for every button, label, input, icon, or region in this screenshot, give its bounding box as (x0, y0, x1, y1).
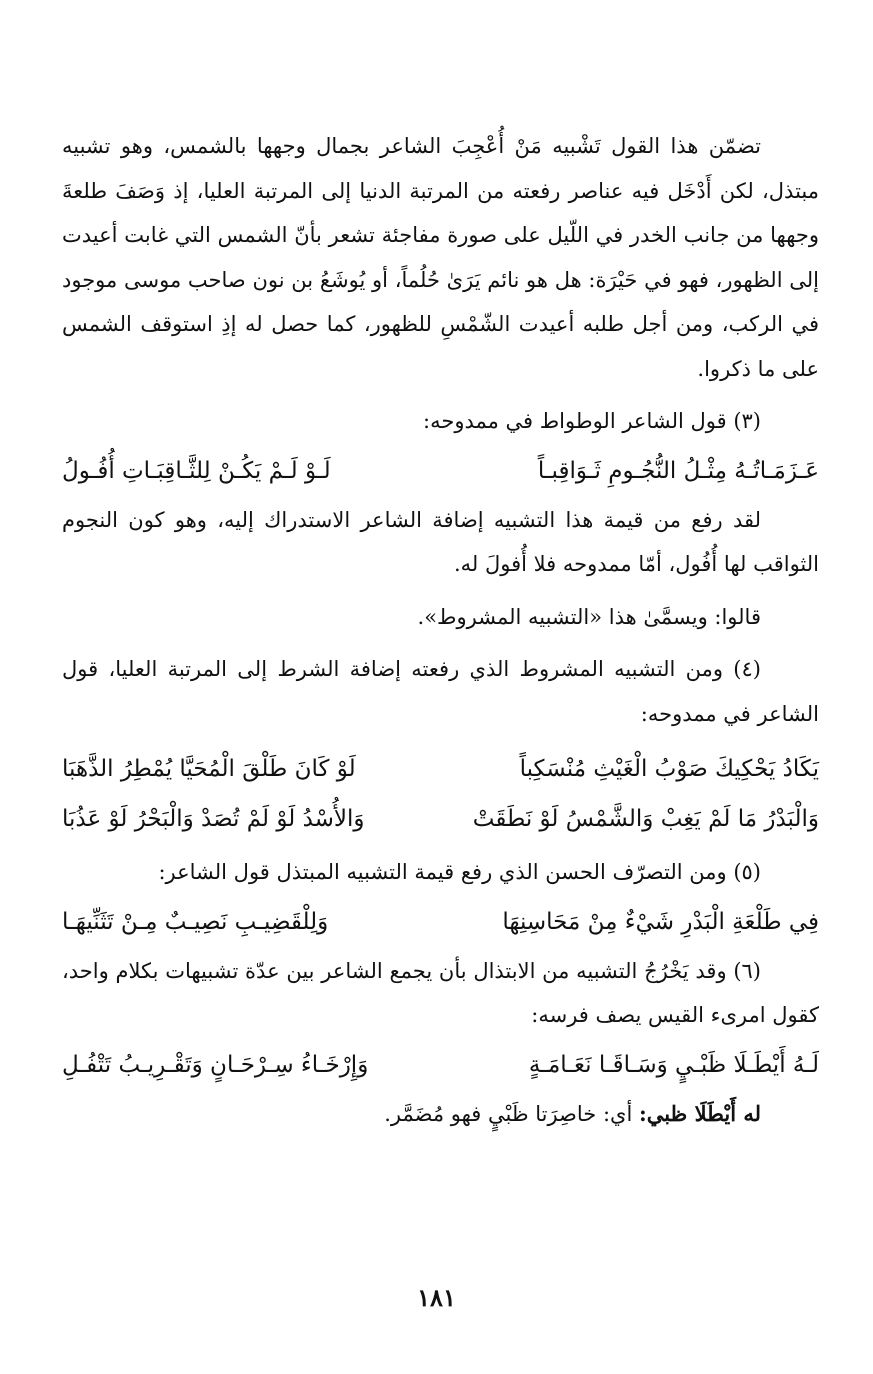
gloss-term: له أَيْطَلَا ظبي: (638, 1100, 761, 1126)
page-number: ١٨١ (417, 1283, 456, 1312)
verse-5-second-hemistich: وَإِرْخَـاءُ سِـرْحَـانٍ وَتَقْـرِيـبُ تَتْفُـلِ (62, 1051, 369, 1078)
paragraph-commentary: تضمّن هذا القول تَشْبيه مَنْ أُعْجِبَ الشاعر بجمال وجهها بالشمس، وهو تشبيه مبتذل، لكن أَدْخَل فيه عناصر رفعته من المرتبة الدنيا إلى المرتبة العليا، إذ وَصَفَ طلعةَ وجهها من جانب الخدر في اللّيل على صورة مفاجئة تشعر بأنّ الشمس التي غابت أعيدت إلى الظهور، فهو في حَيْرَة: هل هو نائم يَرَىٰ حُلُماً، أو يُوشَعُ بن نون صاحب موسى موجود في الركب، ومن أجل طلبه أعيدت الشّمْسِ للظهور، كما حصل له إذِ استوقف الشمس على ما ذكروا. (62, 134, 819, 381)
example-heading-5: (٥) ومن التصرّف الحسن الذي رفع قيمة التشبيه المبتذل قول الشاعر: (158, 860, 761, 884)
example-heading-6: (٦) وقد يَخْرُجُ التشبيه من الابتذال بأن يجمع الشاعر بين عدّة تشبيهات بكلام واحد، كقول امرىء القيس يصف فرسه: (62, 958, 819, 1027)
verse-1-second-hemistich: لَـوْ لَـمْ يَكُـنْ لِلثَّـاقِبَـاتِ أُفُـولُ (62, 457, 331, 484)
paragraph-naming: قالوا: ويسمَّىٰ هذا «التشبيه المشروط». (417, 604, 761, 629)
gloss-note (62, 1092, 819, 1137)
gloss-definition: أي: خاصِرَتا ظَبْيٍ فهو مُضَمَّر. (384, 1101, 639, 1126)
verse-4-first-hemistich: فِي طَلْعَةِ الْبَدْرِ شَيْءٌ مِنْ مَحَاسِنِهَا (502, 908, 819, 935)
page-body (62, 124, 819, 1136)
verse-3-first-hemistich: وَالْبَدْرُ مَا لَمْ يَغِبْ وَالشَّمْسُ لَوْ نَطَقَتْ (472, 806, 819, 832)
example-heading-3: (٣) قول الشاعر الوطواط في ممدوحه: (423, 409, 761, 433)
verse-2 (62, 746, 819, 792)
verse-3-second-hemistich: وَالأُسْدُ لَوْ لَمْ تُصَدْ وَالْبَحْرُ لَوْ عَذُبَا (62, 806, 365, 832)
verse-5-first-hemistich: لَـهُ أَيْطَـلَا ظَبْـيٍ وَسَـاقَـا نَعَـامَـةٍ (528, 1051, 819, 1078)
verse-4 (62, 899, 819, 945)
paragraph-explanation: لقد رفع من قيمة هذا التشبيه إضافة الشاعر الاستدراك إليه، وهو كون النجوم الثواقب لها أُفُول، أمّا ممدوحه فلا أُفولَ له. (62, 507, 819, 576)
verse-3 (62, 796, 819, 842)
verse-5 (62, 1042, 819, 1088)
verse-4-second-hemistich: وَلِلْقَضِيـبِ نَصِيـبٌ مِـنْ تَثَنِّيهَـا (62, 908, 329, 935)
verse-1 (62, 448, 819, 494)
verse-2-second-hemistich: لَوْ كَانَ طَلْقَ الْمُحَيَّا يُمْطِرُ الذَّهَبَا (62, 756, 356, 782)
verse-1-first-hemistich: عَـزَمَـاتُـهُ مِثْـلُ النُّجُـومِ ثَـوَاقِبـاً (537, 457, 819, 484)
verse-2-first-hemistich: يَكَادُ يَحْكِيكَ صَوْبُ الْغَيْثِ مُنْسَكِباً (519, 756, 819, 782)
example-heading-4: (٤) ومن التشبيه المشروط الذي رفعته إضافة الشرط إلى المرتبة العليا، قول الشاعر في ممدوحه: (62, 657, 819, 726)
